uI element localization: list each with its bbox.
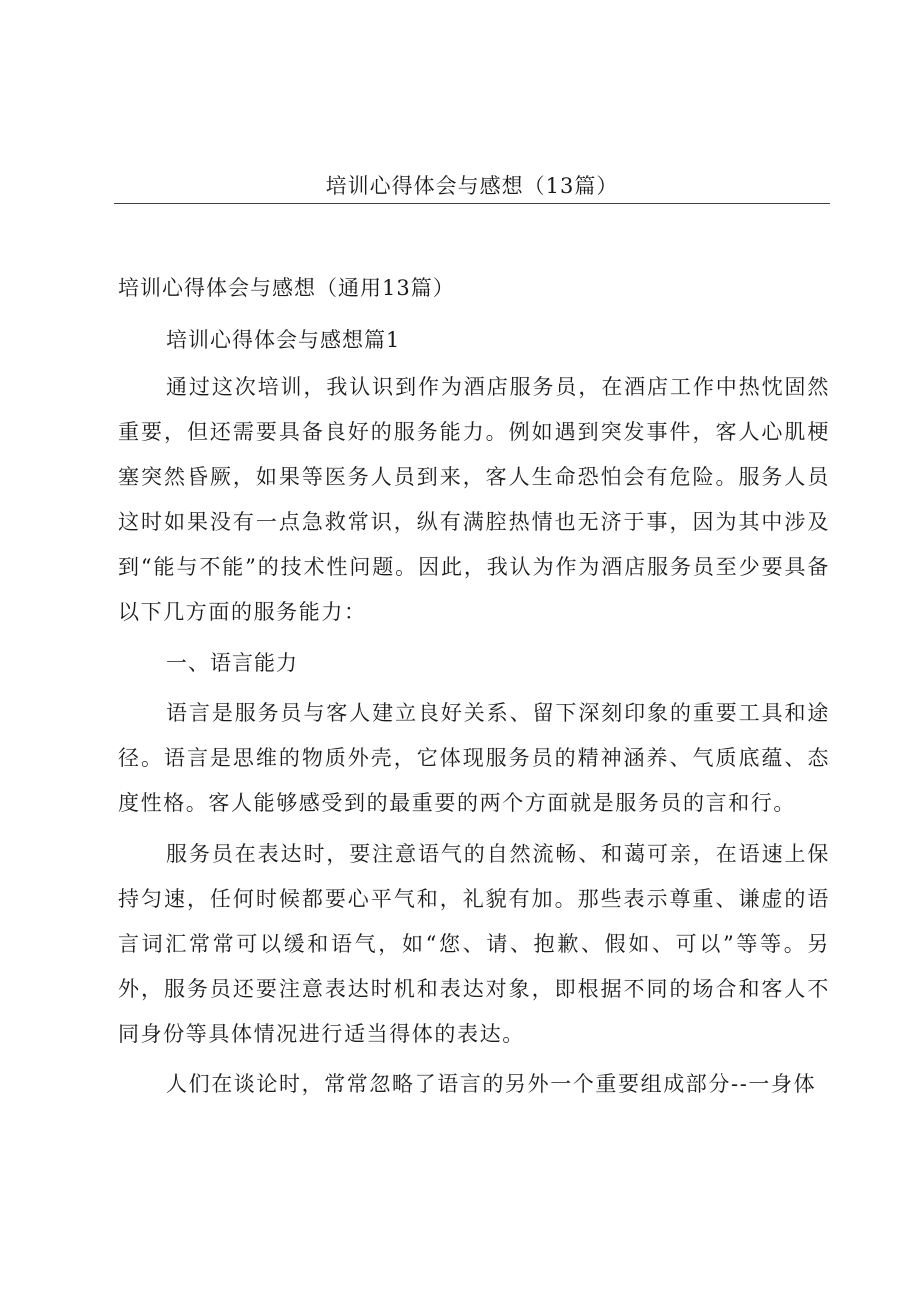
- paragraph: 语言是服务员与客人建立良好关系、留下深刻印象的重要工具和途径。语言是思维的物质外壳，它体现服务员的精神涵养、气质底蕴、态度性格。客人能够感受到的最重要的两个方面就是服务员的言和行。: [118, 701, 830, 815]
- document-body: [118, 365, 830, 1113]
- paragraph: 通过这次培训，我认识到作为酒店服务员，在酒店工作中热忱固然重要，但还需要具备良好的服务能力。例如遇到突发事件，客人心肌梗塞突然昏厥，如果等医务人员到来，客人生命恐怕会有危险。服务人员这时如果没有一点急救常识，纵有满腔热情也无济于事，因为其中涉及到“能与不能”的技术性问题。因此，我认为作为酒店服务员至少要具备以下几方面的服务能力：: [118, 375, 830, 624]
- document-title: 培训心得体会与感想（通用13篇）: [118, 276, 455, 300]
- paragraph: 服务员在表达时，要注意语气的自然流畅、和蔼可亲，在语速上保持匀速，任何时候都要心平气和，礼貌有加。那些表示尊重、谦虚的语言词汇常常可以缓和语气，如“您、请、抱歉、假如、可以”等等。另外，服务员还要注意表达时机和表达对象，即根据不同的场合和客人不同身份等具体情况进行适当得体的表达。: [118, 841, 830, 1046]
- header-divider: [114, 203, 830, 204]
- page-header-title: 培训心得体会与感想（13篇）: [325, 174, 619, 198]
- paragraph: 人们在谈论时，常常忽略了语言的另外一个重要组成部分--一身体: [166, 1072, 817, 1096]
- subheading-language-ability: 一、语言能力: [166, 650, 298, 675]
- section-title: 培训心得体会与感想篇1: [166, 328, 401, 352]
